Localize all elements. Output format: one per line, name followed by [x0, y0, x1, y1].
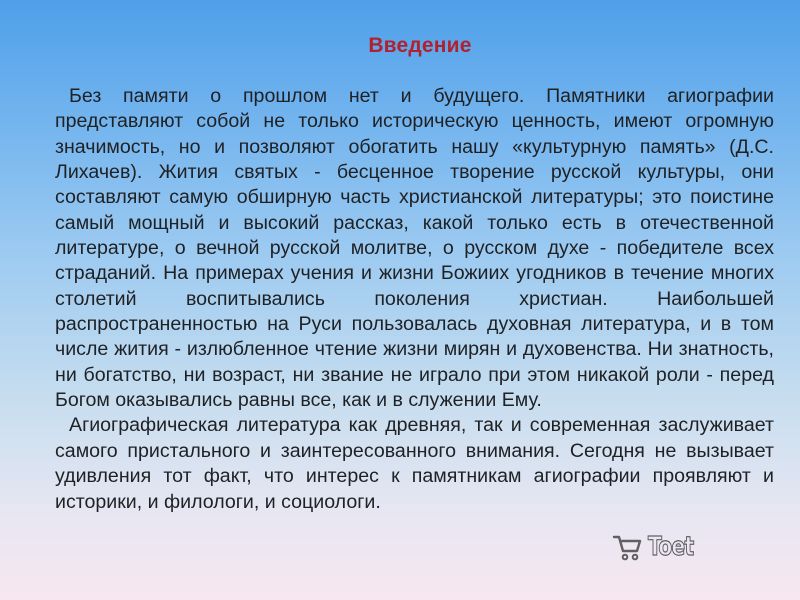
paragraph-2: Агиографическая литература как древняя, так и современная заслуживает самого пристального и заинтересованного внимания. Сегодня не вызывает удивления тот факт, что интерес к памятникам агиографии проявляют и историки, и филологи, и социологи. — [55, 414, 774, 513]
paragraph-1: Без памяти о прошлом нет и будущего. Памятники агиографии представляют собой не только историческую ценность, имеют огромную значимость, но и позволяют обогатить нашу «культурную память» (Д.С. Лихачев). Жития святых - бесценное творение русской культуры, они составляют самую обширную часть христианской литературы; это поистине самый мощный и высокий рассказ, какой только есть в отечественной литературе, о вечной русской молитве, о русском духе - победителе всех страданий. На примерах учения и жизни Божиих угодников в течение многих столетий воспитывались поколения христиан. Наибольшей распространенностью на Руси пользовалась духовная литература, и в том числе жития - излюбленное чтение жизни мирян и духовенства. Ни знатность, ни богатство, ни возраст, ни звание не играло при этом никакой роли - перед Богом оказывались равны все, как и в служении Ему. — [55, 85, 774, 412]
watermark-text: Toet — [648, 532, 694, 562]
shopping-cart-icon — [612, 532, 642, 562]
slide-body — [55, 84, 774, 515]
slide-title: Введение — [368, 34, 472, 57]
watermark-logo — [612, 532, 706, 562]
